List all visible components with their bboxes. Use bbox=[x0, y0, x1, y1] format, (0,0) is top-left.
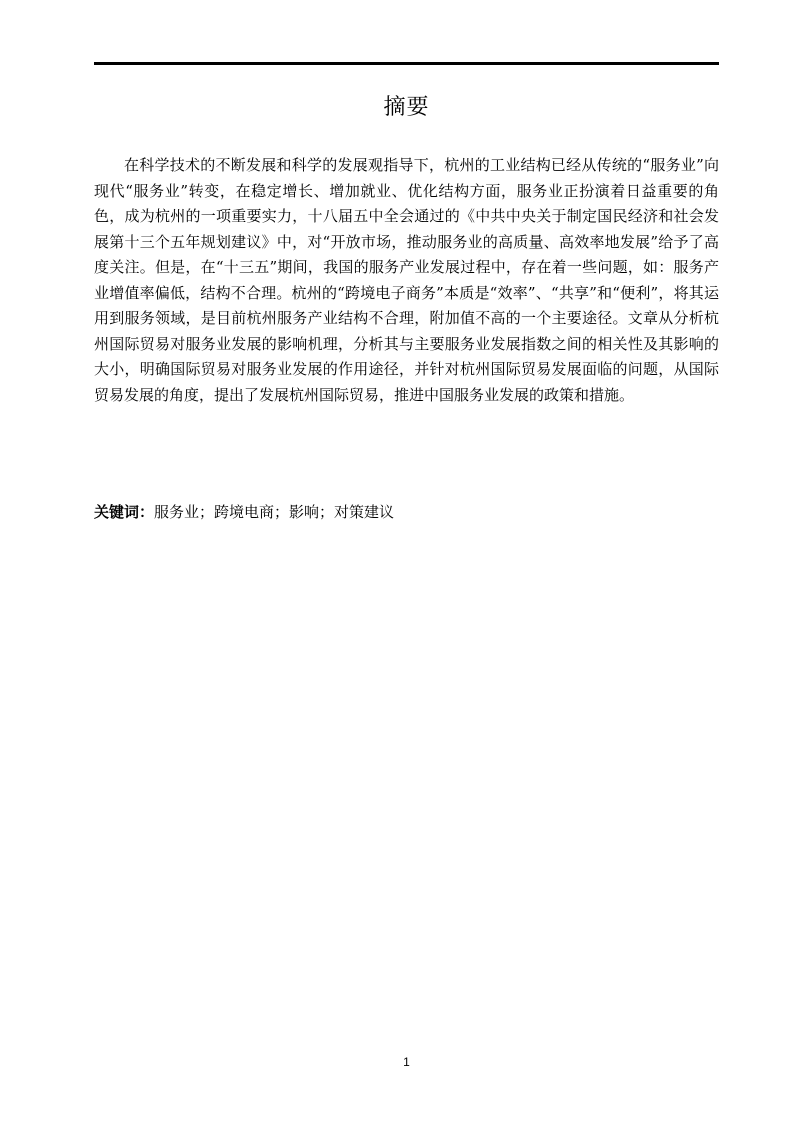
header-rule bbox=[94, 62, 719, 65]
keywords-line bbox=[94, 500, 719, 524]
page-number: 1 bbox=[403, 1055, 410, 1069]
page-title: 摘要 bbox=[383, 95, 430, 120]
keywords-text: 服务业；跨境电商；影响；对策建议 bbox=[154, 503, 395, 521]
keywords-label: 关键词： bbox=[94, 503, 155, 521]
abstract-body: 在科学技术的不断发展和科学的发展观指导下，杭州的工业结构已经从传统的“服务业”向现代“服务业”转变，在稳定增长、增加就业、优化结构方面，服务业正扮演着日益重要的角色，成为杭州的一项重要实力，十八届五中全会通过的《中共中央关于制定国民经济和社会发展第十三个五年规划建议》中，对“开放市场，推动服务业的高质量、高效率地发展”给予了高度关注。但是，在“十三五”期间，我国的服务产业发展过程中，存在着一些问题，如：服务产业增值率偏低，结构不合理。杭州的“跨境电子商务”本质是“效率”、“共享”和“便利”，将其运用到服务领域，是目前杭州服务产业结构不合理，附加值不高的一个主要途径。文章从分析杭州国际贸易对服务业发展的影响机理，分析其与主要服务业发展指数之间的相关性及其影响的大小，明确国际贸易对服务业发展的作用途径，并针对杭州国际贸易发展面临的问题，从国际贸易发展的角度，提出了发展杭州国际贸易，推进中国服务业发展的政策和措施。 bbox=[94, 156, 719, 404]
